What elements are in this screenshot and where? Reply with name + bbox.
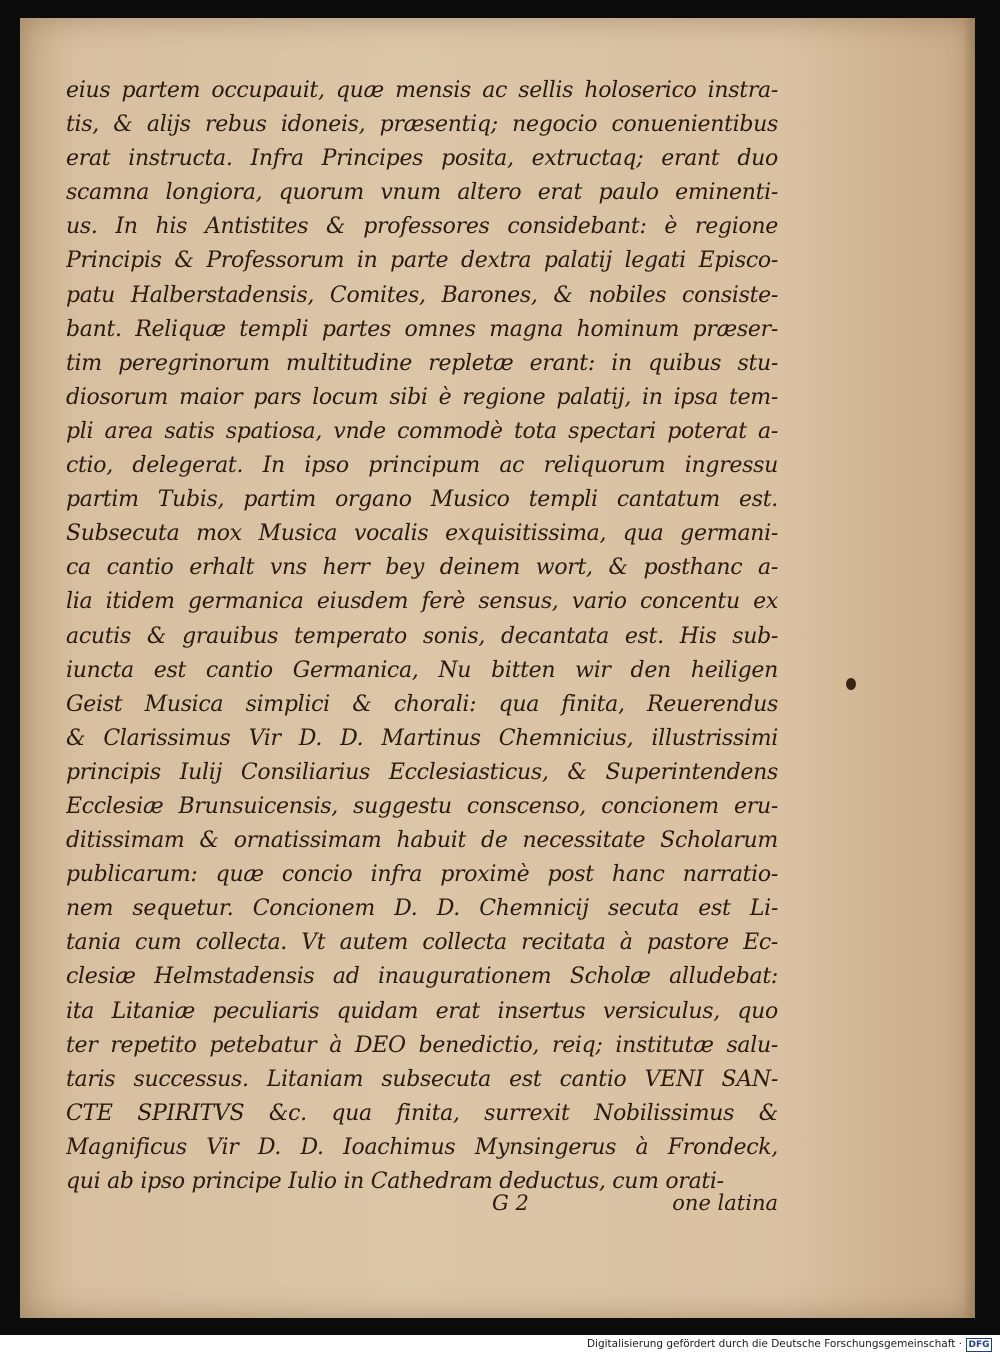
text-line: ita Litaniæ peculiaris quidam erat insertus versiculus, quo <box>66 998 778 1024</box>
text-line: Ecclesiæ Brunsuicensis, suggestu conscenso, concionem eru- <box>66 793 778 819</box>
text-line: us. In his Antistites & professores considebant: è regione <box>66 214 778 240</box>
text-line: clesiæ Helmstadensis ad inaugurationem Scholæ alludebat: <box>66 964 778 990</box>
text-line: Magnificus Vir D. D. Ioachimus Mynsingerus à Frondeck, <box>66 1134 778 1160</box>
text-line: tim peregrinorum multitudine repletæ erant: in quibus stu- <box>66 350 778 376</box>
signature-mark: G 2 <box>492 1191 529 1215</box>
text-line: Geist Musica simplici & chorali: qua finita, Reuerendus <box>66 691 778 717</box>
dfg-attribution-text: Digitalisierung gefördert durch die Deutsche Forschungsgemeinschaft · <box>586 1338 962 1350</box>
dfg-attribution-bar <box>0 1335 1000 1356</box>
text-line: Principis & Professorum in parte dextra palatij legati Episco- <box>66 248 778 274</box>
text-line: scamna longiora, quorum vnum altero erat paulo eminenti- <box>66 180 778 206</box>
text-line: ctio, delegerat. In ipso principum ac reliquorum ingressu <box>66 453 778 479</box>
text-line: tis, & alijs rebus idoneis, præsentiq; negocio conuenientibus <box>66 112 778 138</box>
text-line: tania cum collecta. Vt autem collecta recitata à pastore Ec- <box>66 930 778 956</box>
text-line: CTE SPIRITVS &c. qua finita, surrexit Nobilissimus & <box>66 1100 778 1126</box>
page-edge-shadow <box>963 18 975 1318</box>
text-line: pli area satis spatiosa, vnde commodè tota spectari poterat a- <box>66 418 778 444</box>
text-line: lia itidem germanica eiusdem ferè sensus, vario concentu ex <box>66 589 778 615</box>
text-line: partim Tubis, partim organo Musico templi cantatum est. <box>66 487 778 513</box>
text-line: ditissimam & ornatissimam habuit de necessitate Scholarum <box>66 828 778 854</box>
text-line: principis Iulij Consiliarius Ecclesiasticus, & Superintendens <box>66 759 778 785</box>
catchword: one latina <box>672 1191 778 1215</box>
text-line: eius partem occupauit, quæ mensis ac sellis holoserico instra- <box>66 78 778 103</box>
book-page <box>20 18 975 1318</box>
page-footer <box>66 1186 778 1220</box>
text-line: & Clarissimus Vir D. D. Martinus Chemnicius, illustrissimi <box>66 725 778 751</box>
text-line: publicarum: quæ concio infra proximè post hanc narratio- <box>66 862 778 888</box>
body-text <box>66 74 778 1199</box>
text-line: nem sequetur. Concionem D. D. Chemnicij secuta est Li- <box>66 896 778 922</box>
text-line: ca cantio erhalt vns herr bey deinem wort, & posthanc a- <box>66 555 778 581</box>
text-line: qui ab ipso principe Iulio in Cathedram deductus, cum orati- <box>66 1169 724 1194</box>
dfg-logo-icon[interactable]: DFG <box>966 1338 992 1352</box>
text-line: taris successus. Litaniam subsecuta est cantio VENI SAN- <box>66 1066 778 1092</box>
text-line: diosorum maior pars locum sibi è regione palatij, in ipsa tem- <box>66 384 778 410</box>
text-line: ter repetito petebatur à DEO benedictio, reiq; institutæ salu- <box>66 1032 778 1058</box>
text-line: acutis & grauibus temperato sonis, decantata est. His sub- <box>66 623 778 649</box>
text-line: Subsecuta mox Musica vocalis exquisitissima, qua germani- <box>66 521 778 547</box>
text-line: patu Halberstadensis, Comites, Barones, & nobiles consiste- <box>66 282 778 308</box>
text-line: erat instructa. Infra Principes posita, extructaq; erant duo <box>66 146 778 172</box>
text-line: iuncta est cantio Germanica, Nu bitten wir den heiligen <box>66 657 778 683</box>
text-line: bant. Reliquæ templi partes omnes magna hominum præser- <box>66 316 778 342</box>
ink-stain <box>846 678 856 690</box>
